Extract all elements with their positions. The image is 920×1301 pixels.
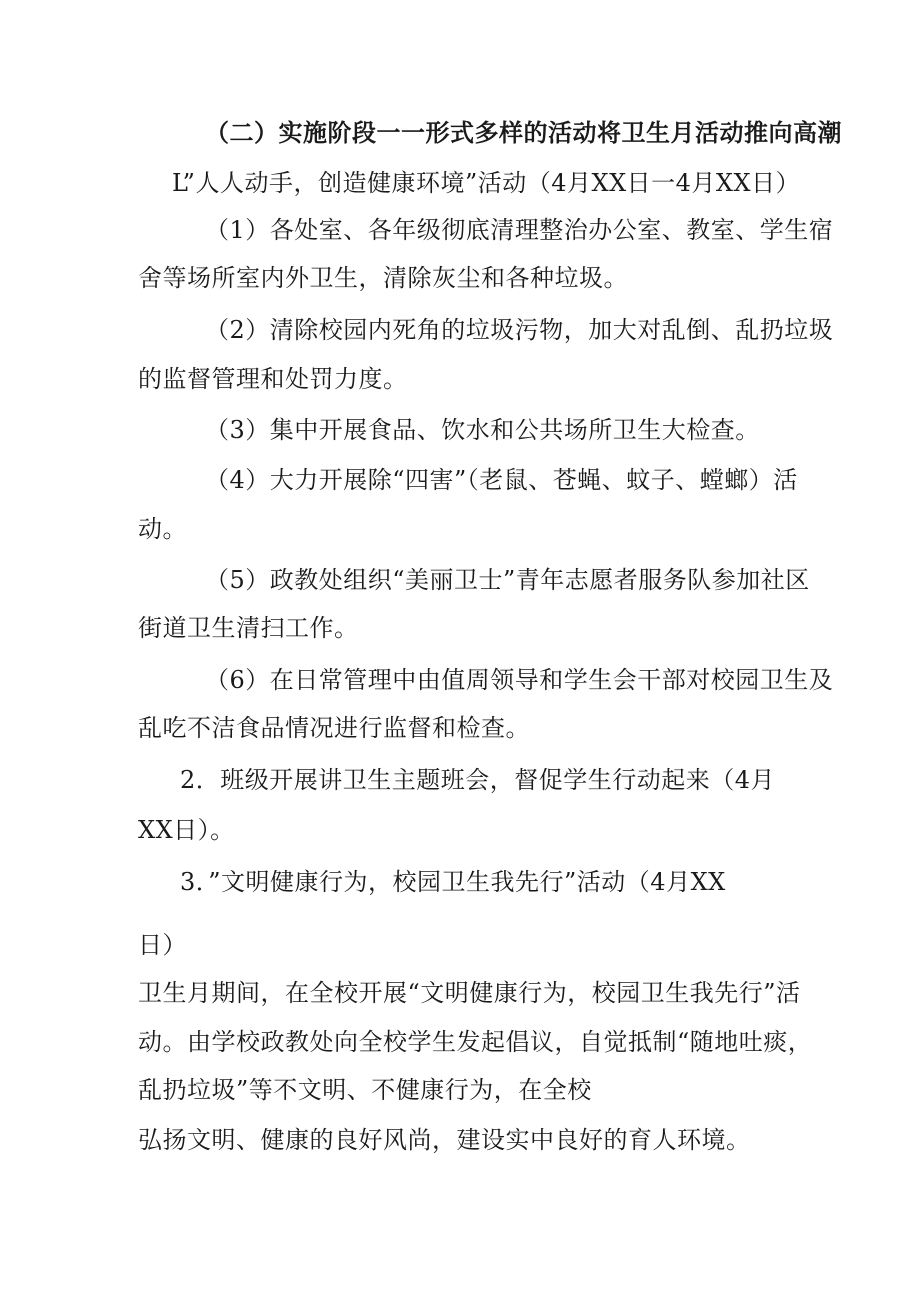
sub-item-6-line-1: （6）在日常管理中由值周领导和学生会干部对校园卫生及 [205,666,834,694]
paragraph-line-1: 卫生月期间，在全校开展“文明健康行为，校园卫生我先行”活 [138,979,801,1007]
sub-item-6-line-2: 乱吃不洁食品情况进行监督和检查。 [138,714,530,742]
item-2-line-1: 2．班级开展讲卫生主题班会，督促学生行动起来（4月 [180,766,776,794]
section-heading: （二）实施阶段一一形式多样的活动将卫生月活动推向高潮 [205,119,842,147]
sub-item-2-line-2: 的监督管理和处罚力度。 [138,365,408,393]
sub-item-1-line-1: （1）各处室、各年级彻底清理整治办公室、教室、学生宿 [205,216,834,244]
sub-item-3-line-1: （3）集中开展食品、饮水和公共场所卫生大检查。 [205,416,760,444]
paragraph-line-3: 乱扔垃圾”等不文明、不健康行为，在全校 [138,1076,592,1104]
sub-item-5-line-2: 街道卫生清扫工作。 [138,614,359,642]
item-3-line-2: 日） [138,931,187,959]
paragraph-line-2: 动。由学校政教处向全校学生发起倡议，自觉抵制“随地吐痰， [138,1028,813,1056]
sub-item-4-line-1: （4）大力开展除“四害”（老鼠、苍蝇、蚊子、螳螂）活 [205,466,798,494]
sub-item-1-line-2: 舍等场所室内外卫生，清除灰尘和各种垃圾。 [138,264,628,292]
paragraph-line-4: 弘扬文明、健康的良好风尚，建设实中良好的育人环境。 [138,1126,751,1154]
item-1-title: L”人人动手，创造健康环境”活动（4月XX日一4月XX日） [172,169,801,197]
item-3-line-1: 3．”文明健康行为，校园卫生我先行”活动（4月XX [180,868,726,896]
sub-item-5-line-1: （5）政教处组织“美丽卫士”青年志愿者服务队参加社区 [205,566,810,594]
sub-item-2-line-1: （2）清除校园内死角的垃圾污物，加大对乱倒、乱扔垃圾 [205,316,834,344]
item-2-line-2: XX日）。 [138,816,235,844]
sub-item-4-line-2: 动。 [138,515,187,543]
